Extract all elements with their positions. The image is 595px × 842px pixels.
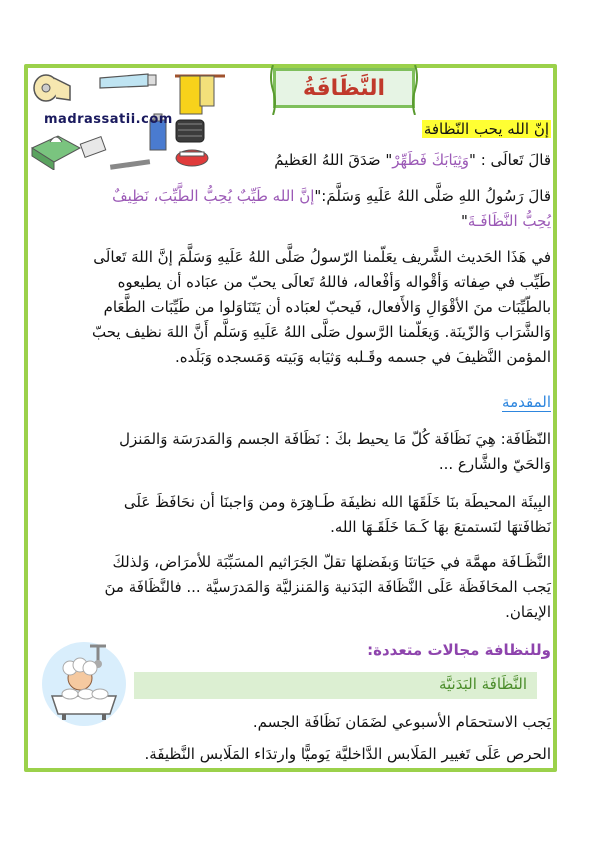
bathing-child-icon [40,640,128,728]
intro-heading [502,390,551,415]
intro-highlight: إنّ الله يحب النّظافة [423,120,549,138]
body-cleanliness-line: الحرص عَلَى تَغيير المَلَابس الدَّاخليَّة يَوميًّا وارتدَاء المَلَابس النَّظيفَة. [144,745,551,763]
comb-icon [110,159,150,170]
quran-tail: " صَدَقَ اللهُ العَظيمُ [274,151,393,169]
definition-line: النّظَافَة: هِيَ نَظَافَة كُلّ مَا يحيط بكَ : نَظَافَة الجسم وَالمَدرَسَة وَالمَنزل [119,430,551,448]
title-box [273,68,415,108]
importance-line: النَّظَـافَة مهمَّة في حَيَاتنَا وَبفَضلهَا تقلّ الجَرَاثيم المسَبِّبَة للأمرَاض، وَلذلكَ [112,553,551,571]
hadith-close: " [460,212,468,230]
towel-icon [175,76,225,114]
tissue-box-icon [32,136,106,170]
definition-line: وَالحَيّ والشَّارع ... [438,455,551,473]
hadith-line-1 [112,184,551,209]
intro-heading-text: المقدمة [502,393,551,411]
page-title: النَّظَافَةُ [302,75,386,101]
vine-decoration-icon [411,65,419,115]
hadith-line-2 [461,209,551,234]
hadith-lead: قالَ رَسُولُ اللهِ صَلَّى اللهُ عَلَيهِ وَسَلَّمَ:" [314,187,551,205]
body-cleanliness-line: يَجب الاستحمَام الأسبوعي لضَمَان نَظَافَة الجسم. [252,713,551,731]
intro-line [422,117,551,142]
commentary-line: في هَذَا الحَديث الشَّريف يعَلّمنا الرّسولُ صَلَّى اللهُ عَلَيهِ وَسَلَّمَ إنَّ اللهَ تَعالَى [93,248,551,266]
importance-line: الإيمَان. [505,603,551,621]
fields-heading-text: وللنظافة مجالات متعددة: [367,641,551,659]
importance-line: يَجب المحَافَظَة عَلَى النَّظَافَة البَدَنية وَالمَنزليَّة وَالمَدرَسيَّة ... فالنَّظَافَة منَ [104,578,551,596]
quran-lead: قالَ تَعالَى : " [469,151,551,169]
environment-line: البِيئَة المحيطَة بنَا خَلَقَهَا الله نظيفَة طَـاهِرَة ومن وَاجبنَا أن نحَافَظَ عَلَى [123,493,551,511]
commentary-line: وَالشَّرَاب وَالزّينَة. وَيعَلّمنا الرَّسول صَلَّى اللهُ عَلَيهِ وَسَلَّم أَنَّ اللهَ نظيف يحبّ [91,323,551,341]
hadith-text-2: يُحِبُّ النَّظَافَـةَ [467,212,551,230]
brush-icon [176,150,208,166]
body-cleanliness-heading-bar [134,672,537,699]
commentary-line: بالطّيِّبَات منَ الأقْوَالِ وَالأَفعال، فَيحبّ لعبَاده أن يَتَنَاوَلوا من طَيِّبَات الطَّعَام [103,298,551,316]
quran-line [274,148,551,173]
toilet-paper-icon [34,75,70,101]
hadith-text-1: إنَّ الله طَيِّبٌ يُحِبُّ الطَّيِّبَ، نَظِيفٌ [112,187,315,205]
quran-verse: وَثِيَابَكَ فَطَهِّرْ [392,151,470,169]
toothpaste-icon [100,74,156,88]
commentary-line: طَيِّب في صِفاته وَأقْواله وَأفْعاله، فاللهُ تَعالَى يحبّ من عبَاده أن يطيعوه [117,273,551,291]
environment-line: نَظافَتهَا لنَستمتعَ بهَا كَـمَا خَلَقَـهَا الله. [330,518,551,536]
watermark: madrassatii.com [44,112,173,127]
body-cleanliness-heading: النَّظَافَة البَدَنيَّة [438,675,527,693]
fields-heading [367,638,551,663]
commentary-line: المؤمن النَّظيفَ في جسمه وقَـلبه وَثيَابه وَبَيته وَمَسجده وَبَلَده. [175,348,551,366]
nail-clipper-icon [176,120,204,142]
vine-decoration-icon [269,65,277,115]
